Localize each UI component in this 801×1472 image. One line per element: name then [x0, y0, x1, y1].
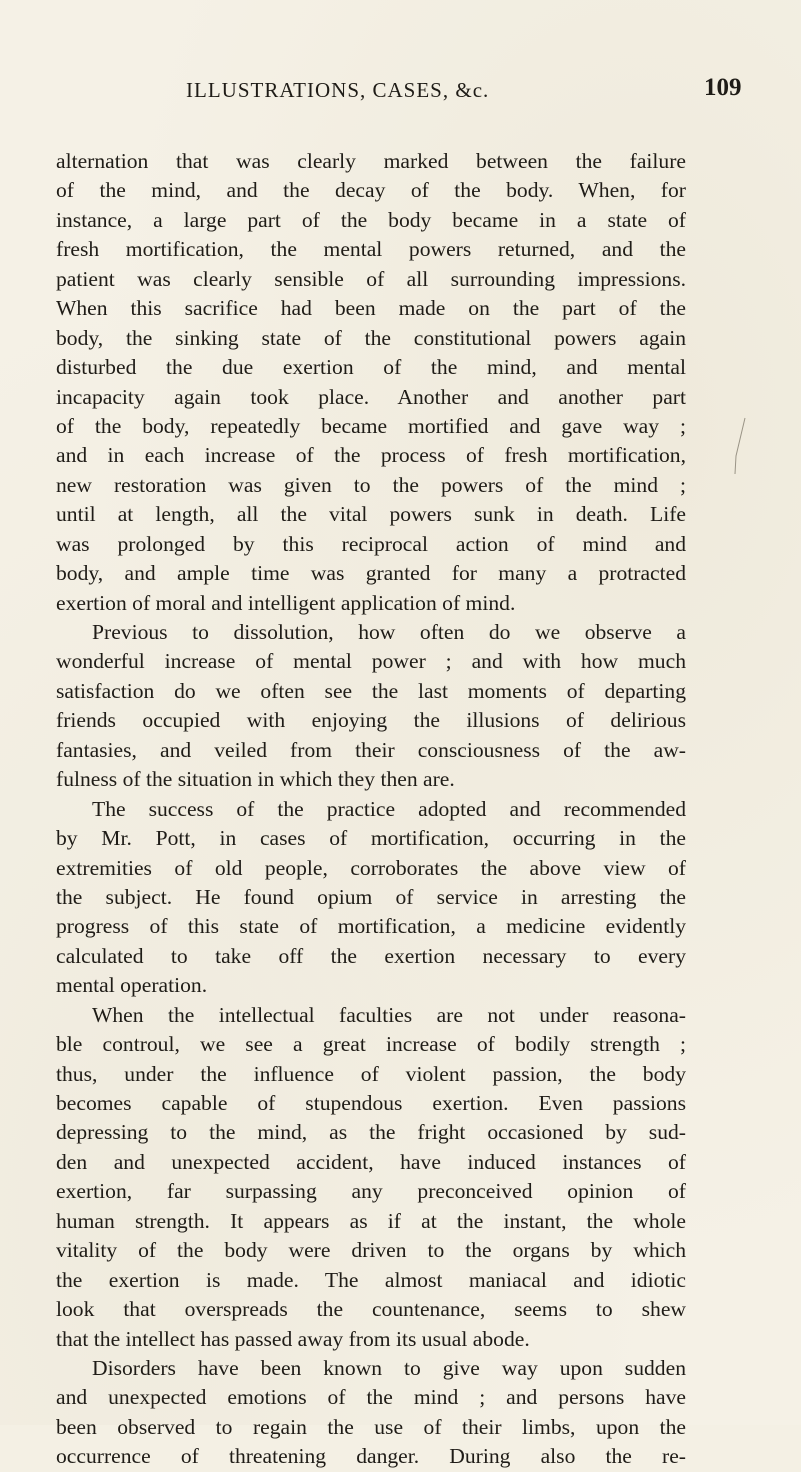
text-line: instance, a large part of the body became in a state of — [56, 207, 686, 232]
text-line: thus, under the influence of violent passion, the body — [56, 1061, 686, 1086]
text-line: exertion, far surpassing any preconceived opinion of — [56, 1179, 686, 1204]
text-line: until at length, all the vital powers sunk in death. Life — [56, 502, 686, 527]
text-line: been observed to regain the use of their limbs, upon the — [56, 1414, 686, 1439]
text-line: by Mr. Pott, in cases of mortification, occurring in the — [56, 826, 686, 851]
running-head — [0, 66, 801, 106]
text-line: When the intellectual faculties are not under reasona- — [92, 1002, 686, 1027]
text-line: becomes capable of stupendous exertion. Even passions — [56, 1091, 686, 1115]
text-line: disturbed the due exertion of the mind, and mental — [56, 355, 686, 380]
text-line: occurrence of threatening danger. During also the re- — [56, 1444, 686, 1469]
text-line: When this sacrifice had been made on the part of the — [56, 296, 686, 321]
text-line: den and unexpected accident, have induced instances of — [56, 1149, 686, 1174]
text-line: new restoration was given to the powers of the mind ; — [56, 472, 686, 497]
text-line: mental operation. — [56, 973, 208, 998]
text-line: satisfaction do we often see the last moments of departing — [56, 678, 686, 703]
text-line: depressing to the mind, as the fright occasioned by sud- — [56, 1120, 686, 1145]
pencil-mark-icon — [733, 416, 747, 476]
text-line: look that overspreads the countenance, seems to shew — [56, 1297, 686, 1322]
text-line: the subject. He found opium of service in arresting the — [56, 884, 686, 909]
text-line: of the body, repeatedly became mortified and gave way ; — [56, 413, 686, 438]
text-line: calculated to take off the exertion necessary to every — [56, 943, 686, 968]
text-line: and unexpected emotions of the mind ; and persons have — [56, 1385, 686, 1410]
running-title: ILLUSTRATIONS, CASES, &c. — [186, 78, 490, 102]
text-line: incapacity again took place. Another and another part — [56, 384, 686, 409]
text-line: fantasies, and veiled from their consciousness of the aw- — [56, 737, 686, 762]
text-line: friends occupied with enjoying the illusions of delirious — [56, 708, 686, 733]
text-line: and in each increase of the process of fresh mortification, — [56, 443, 686, 468]
text-line: the exertion is made. The almost maniacal and idiotic — [56, 1267, 686, 1292]
text-line: alternation that was clearly marked between the failure — [56, 149, 686, 173]
text-line: exertion of moral and intelligent application of mind. — [56, 590, 516, 615]
text-line: Disorders have been known to give way upon sudden — [92, 1355, 686, 1380]
text-line: extremities of old people, corroborates the above view of — [56, 855, 686, 880]
text-line: wonderful increase of mental power ; and with how much — [56, 649, 686, 674]
text-line: patient was clearly sensible of all surrounding impressions. — [56, 266, 686, 291]
text-line: of the mind, and the decay of the body. When, for — [56, 178, 686, 203]
text-line: that the intellect has passed away from its usual abode. — [56, 1326, 530, 1351]
page-number: 109 — [704, 74, 742, 101]
text-line: was prolonged by this reciprocal action of mind and — [56, 531, 686, 556]
text-line: fulness of the situation in which they then are. — [56, 767, 455, 792]
text-line: body, the sinking state of the constitutional powers again — [56, 325, 686, 350]
text-line: human strength. It appears as if at the instant, the whole — [56, 1208, 686, 1233]
text-line: Previous to dissolution, how often do we observe a — [92, 620, 686, 644]
text-line: ble controul, we see a great increase of bodily strength ; — [56, 1032, 686, 1057]
text-line: vitality of the body were driven to the organs by which — [56, 1238, 686, 1263]
text-line: progress of this state of mortification, a medicine evidently — [56, 914, 686, 939]
body-text — [56, 147, 686, 1472]
text-line: fresh mortification, the mental powers returned, and the — [56, 237, 686, 262]
text-line: body, and ample time was granted for many a protracted — [56, 561, 686, 586]
text-line: The success of the practice adopted and recommended — [92, 796, 686, 821]
